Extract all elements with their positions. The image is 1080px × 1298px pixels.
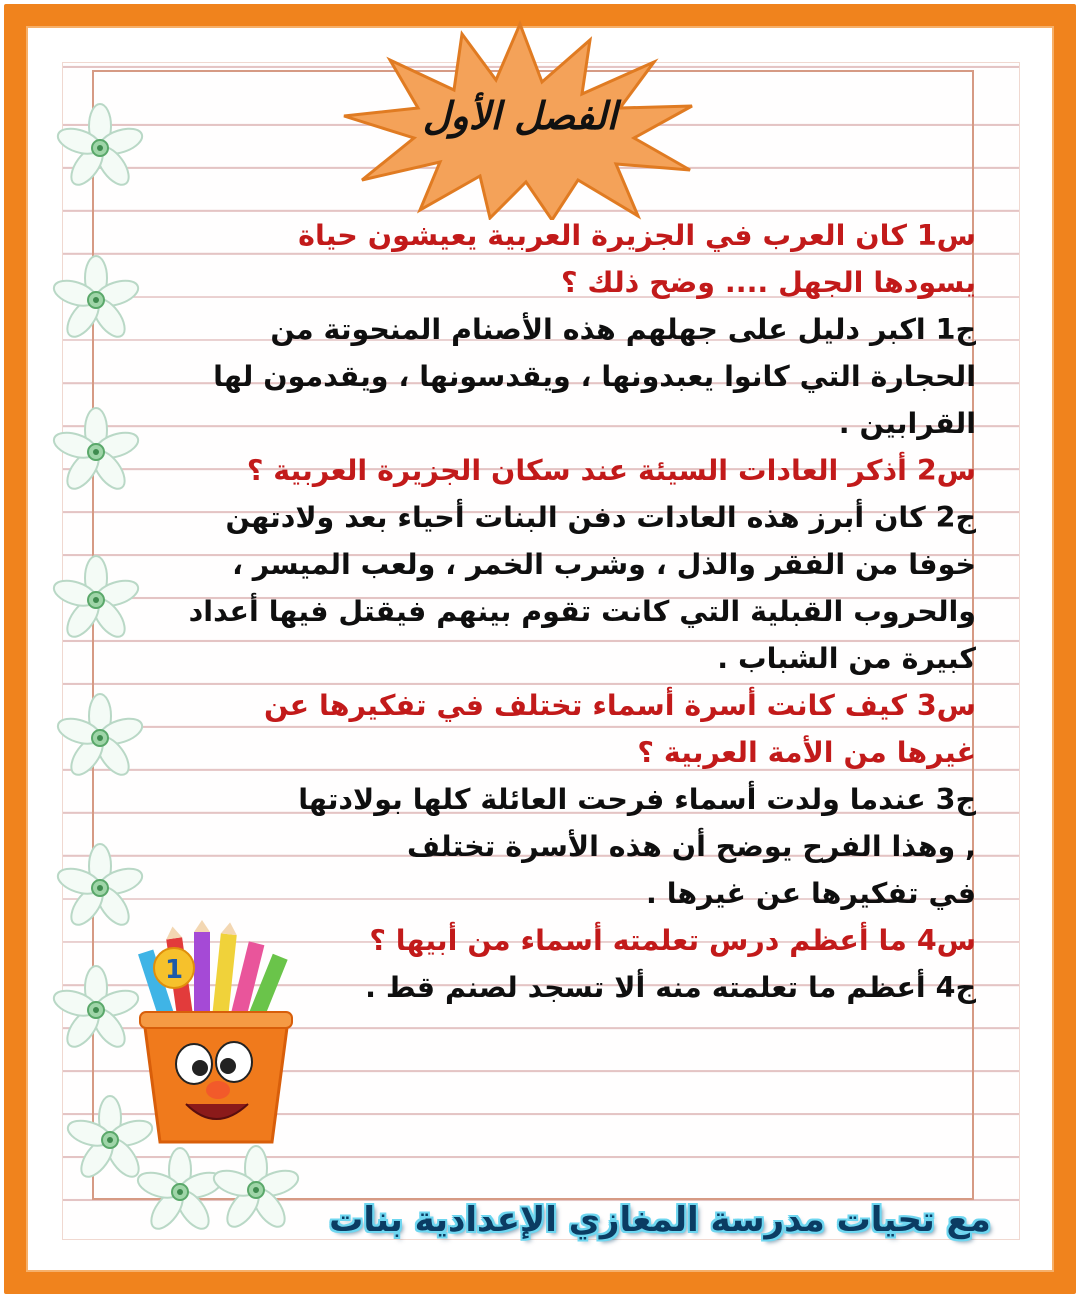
- page-title: الفصل الأول: [422, 94, 618, 138]
- answer-line: القرابين .: [838, 407, 976, 440]
- question-line: يسودها الجهل .... وضح ذلك ؟: [560, 266, 976, 299]
- qa-content: [150, 212, 976, 1011]
- flower-icon: [51, 256, 141, 342]
- answer-line: خوفا من الفقر والذل ، وشرب الخمر ، ولعب الميسر ،: [232, 548, 976, 581]
- flower-icon: [51, 408, 141, 494]
- flower-icon: [55, 104, 145, 190]
- question-line: س1 كان العرب في الجزيرة العربية يعيشون حياة: [298, 219, 976, 252]
- flower-icon: [55, 844, 145, 930]
- answer-line: كبيرة من الشباب .: [717, 642, 976, 675]
- flower-icon: [55, 694, 145, 780]
- title-starburst: [320, 20, 720, 220]
- question-line: غيرها من الأمة العربية ؟: [637, 736, 976, 769]
- question-line: س3 كيف كانت أسرة أسماء تختلف في تفكيرها عن: [263, 689, 976, 722]
- answer-line: ج3 عندما ولدت أسماء فرحت العائلة كلها بولادتها: [298, 783, 976, 816]
- answer-line: الحجارة التي كانوا يعبدونها ، ويقدسونها ، ويقدمون لها: [213, 360, 976, 393]
- answer-line: ج2 كان أبرز هذه العادات دفن البنات أحياء بعد ولادتهن: [225, 501, 976, 534]
- pencil-cup-icon: [116, 920, 316, 1150]
- cup-badge-number: 1: [164, 955, 184, 985]
- question-line: س2 أذكر العادات السيئة عند سكان الجزيرة العربية ؟: [246, 454, 976, 487]
- flower-icon: [211, 1146, 301, 1232]
- answer-line: ج1 اكبر دليل على جهلهم هذه الأصنام المنحوتة من: [270, 313, 976, 346]
- answer-line: , وهذا الفرح يوضح أن هذه الأسرة تختلف: [406, 830, 976, 863]
- answer-line: ج4 أعظم ما تعلمته منه ألا تسجد لصنم قط .: [365, 971, 976, 1004]
- flower-icon: [135, 1148, 225, 1234]
- answer-line: في تفكيرها عن غيرها .: [645, 877, 976, 910]
- flower-icon: [51, 556, 141, 642]
- answer-line: والحروب القبلية التي كانت تقوم بينهم فيقتل فيها أعداد: [188, 595, 976, 628]
- footer-greeting: مع تحيات مدرسة المغازي الإعدادية بنات: [329, 1200, 991, 1240]
- question-line: س4 ما أعظم درس تعلمته أسماء من أبيها ؟: [369, 924, 976, 957]
